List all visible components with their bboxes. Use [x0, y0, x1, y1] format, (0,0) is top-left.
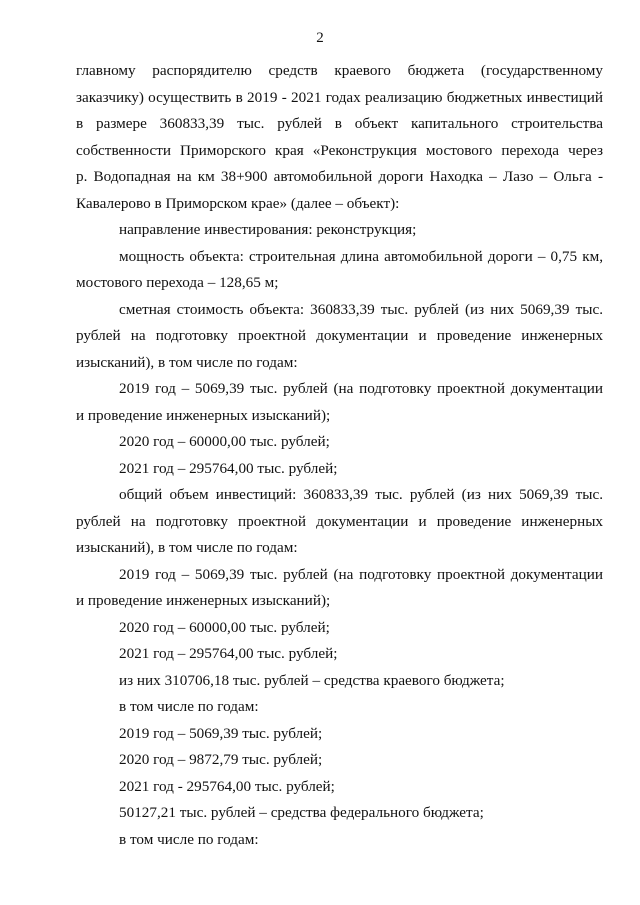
text-line: заказчику) осуществить в 2019 - 2021 годах реализацию бюджетных инвестиций — [76, 88, 603, 106]
text-line: 2021 год – 295764,00 тыс. рублей; — [119, 459, 338, 477]
text-line: 2020 год – 60000,00 тыс. рублей; — [119, 618, 330, 636]
text-line: Кавалерово в Приморском крае» (далее – объект): — [76, 194, 400, 212]
text-line: направление инвестирования: реконструкция; — [119, 221, 417, 238]
text-line: мостового перехода – 128,65 м; — [76, 274, 279, 291]
text-line: мощность объекта: строительная длина автомобильной дороги – 0,75 км, — [119, 247, 603, 265]
text-line: главному распорядителю средств краевого бюджета (государственному — [76, 62, 603, 79]
page-number: 2 — [316, 30, 324, 46]
text-line: изысканий), в том числе по годам: — [76, 353, 298, 371]
text-line: 2019 год – 5069,39 тыс. рублей (на подготовку проектной документации — [119, 380, 603, 397]
text-line: изысканий), в том числе по годам: — [76, 539, 298, 556]
text-line: 2021 год - 295764,00 тыс. рублей; — [119, 777, 335, 795]
text-line: в размере 360833,39 тыс. рублей в объект капитального строительства — [76, 115, 603, 132]
document-body — [76, 58, 603, 853]
text-line: 2019 год – 5069,39 тыс. рублей (на подготовку проектной документации — [119, 565, 603, 583]
text-line: рублей на подготовку проектной документации и проведение инженерных — [76, 512, 603, 530]
text-line: и проведение инженерных изысканий); — [76, 406, 331, 424]
text-line: собственности Приморского края «Реконструкция мостового перехода через — [76, 141, 603, 159]
text-line: и проведение инженерных изысканий); — [76, 592, 331, 609]
text-line: в том числе по годам: — [119, 830, 259, 848]
text-line: 50127,21 тыс. рублей – средства федерального бюджета; — [119, 804, 484, 821]
text-line: из них 310706,18 тыс. рублей – средства краевого бюджета; — [119, 671, 505, 689]
text-line: рублей на подготовку проектной документации и проведение инженерных — [76, 327, 603, 344]
text-line: р. Водопадная на км 38+900 автомобильной дороги Находка – Лазо – Ольга - — [76, 168, 603, 185]
text-line: общий объем инвестиций: 360833,39 тыс. рублей (из них 5069,39 тыс. — [119, 486, 603, 503]
text-line: 2020 год – 9872,79 тыс. рублей; — [119, 751, 323, 768]
text-line: 2021 год – 295764,00 тыс. рублей; — [119, 645, 338, 662]
text-line: 2020 год – 60000,00 тыс. рублей; — [119, 433, 330, 450]
text-line: сметная стоимость объекта: 360833,39 тыс. рублей (из них 5069,39 тыс. — [119, 300, 603, 318]
text-line: в том числе по годам: — [119, 698, 259, 715]
text-line: 2019 год – 5069,39 тыс. рублей; — [119, 724, 323, 742]
